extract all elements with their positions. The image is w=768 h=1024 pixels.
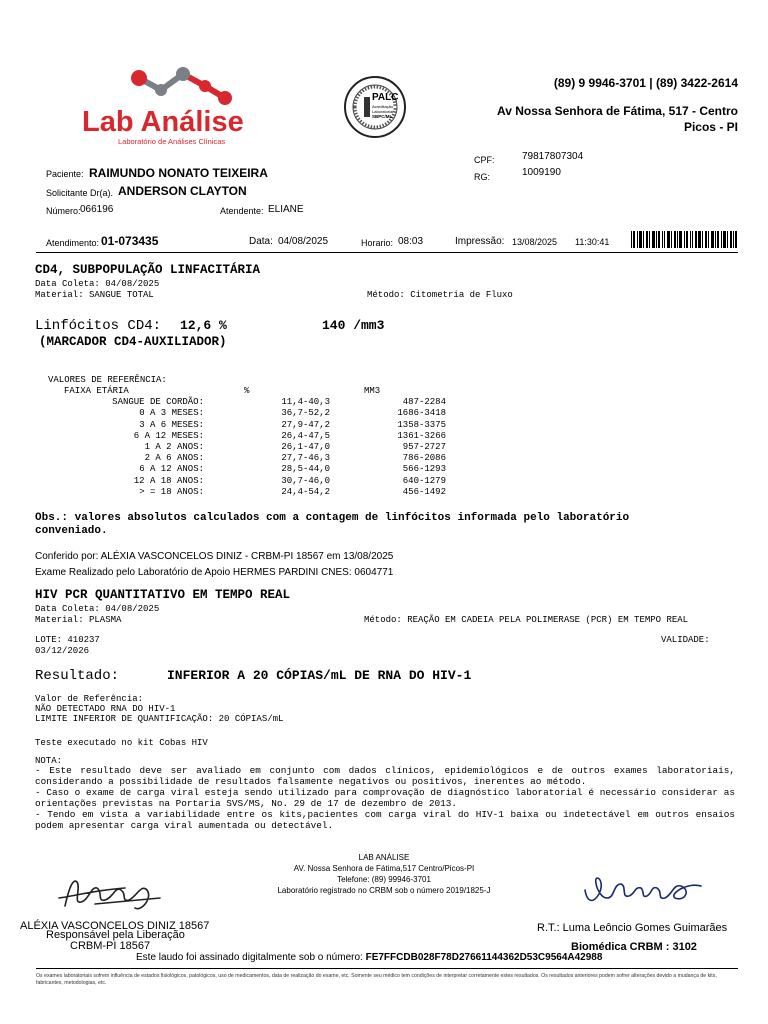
ref-mm3: 1686-3418 bbox=[397, 408, 446, 419]
ref-header-age: FAIXA ETÁRIA bbox=[64, 386, 129, 396]
exam2-lote: LOTE: 410237 bbox=[35, 635, 100, 645]
left-signer-role: Responsável pela Liberação bbox=[46, 929, 185, 941]
ref-percent: 36,7-52,2 bbox=[281, 408, 330, 419]
ref-age: 6 A 12 ANOS: bbox=[139, 464, 204, 475]
exam1-result-note: (MARCADOR CD4-AUXILIADOR) bbox=[39, 335, 227, 349]
exam2-title: HIV PCR QUANTITATIVO EM TEMPO REAL bbox=[35, 588, 291, 602]
signature-right bbox=[577, 868, 717, 912]
ref-mm3: 566-1293 bbox=[402, 464, 446, 475]
impressao-time: 11:30:41 bbox=[575, 237, 610, 247]
digital-label: Este laudo foi assinado digitalmente sob o número: bbox=[136, 952, 363, 963]
lab-logo bbox=[80, 62, 260, 144]
ref-mm3: 1361-3266 bbox=[397, 430, 446, 441]
note-item: - Este resultado deve ser avaliado em conjunto com dados clínicos, epidemiológicos e de outros exames laboratoriais, considerando a possibilidade de resultados falsamente negativos ou positivos, inerentes ao método. bbox=[35, 765, 735, 787]
seal-line-2: Laboratorial bbox=[372, 109, 394, 114]
note-item: - Caso o exame de carga viral esteja sendo utilizado para comprovação de diagnóstico laboratorial é necessário considerar as orientações previstas na Portaria SVS/MS, No. 29 de 17 de dezembro de 2013. bbox=[35, 786, 735, 809]
number-label: Número: bbox=[46, 206, 81, 216]
patient-label: Paciente: bbox=[46, 169, 84, 179]
exam2-validade: VALIDADE: bbox=[661, 635, 710, 645]
barcode-icon bbox=[631, 231, 737, 248]
rg-label: RG: bbox=[474, 172, 491, 182]
footer-lab-name: LAB ANÁLISE bbox=[358, 853, 410, 862]
seal-line-1: Acreditação bbox=[372, 104, 394, 109]
exam2-material: Material: PLASMA bbox=[35, 615, 122, 625]
ref-age: 3 A 6 MESES: bbox=[139, 419, 204, 430]
ref-mm3: 640-1279 bbox=[402, 475, 446, 486]
ref-header-percent: % bbox=[244, 386, 250, 396]
ref-header-mm3: MM3 bbox=[364, 386, 381, 396]
notes-block bbox=[35, 766, 735, 831]
horario-value: 08:03 bbox=[398, 236, 424, 247]
ref-mm3: 456-1492 bbox=[402, 486, 446, 497]
exam2-coleta: Data Coleta: 04/08/2025 bbox=[35, 604, 160, 614]
ref-age: 0 A 3 MESES: bbox=[139, 408, 204, 419]
exam2-kit: Teste executado no kit Cobas HIV bbox=[35, 738, 208, 748]
ref-mm3: 786-2086 bbox=[402, 453, 446, 464]
visit-divider bbox=[36, 252, 738, 253]
lab-phones: (89) 9 9946-3701 | (89) 3422-2614 bbox=[553, 76, 738, 90]
exam2-ref-3: LIMITE INFERIOR DE QUANTIFICAÇÃO: 20 CÓPIAS/mL bbox=[35, 714, 284, 724]
table-row bbox=[40, 453, 446, 464]
footer-divider bbox=[36, 968, 738, 969]
left-signer-crbm: CRBM-PI 18567 bbox=[70, 940, 151, 952]
exam2-method: Método: REAÇÃO EM CADEIA PELA POLIMERASE (PCR) EM TEMPO REAL bbox=[364, 615, 689, 625]
footer-registration: Laboratório registrado no CRBM sob o número 2019/1825-J bbox=[277, 886, 491, 895]
obs-line-1: Obs.: valores absolutos calculados com a contagem de linfócitos informada pelo laboratório bbox=[35, 512, 630, 524]
reference-table bbox=[40, 386, 446, 498]
exam2-validade-date: 03/12/2026 bbox=[35, 646, 90, 656]
exam1-result-abs: 140 /mm3 bbox=[322, 318, 385, 333]
table-row bbox=[40, 487, 446, 498]
exam2-result-value: INFERIOR A 20 CÓPIAS/mL DE RNA DO HIV-1 bbox=[167, 668, 472, 683]
ref-mm3: 1358-3375 bbox=[397, 419, 446, 430]
exam2-ref-2: NÃO DETECTADO RNA DO HIV-1 bbox=[35, 704, 176, 714]
digital-signature-line bbox=[136, 952, 602, 963]
exam1-title: CD4, SUBPOPULAÇÃO LINFACITÁRIA bbox=[35, 263, 261, 277]
table-row bbox=[40, 408, 446, 419]
number-value: 066196 bbox=[80, 204, 114, 215]
ref-age: 12 A 18 ANOS: bbox=[133, 475, 204, 486]
table-row bbox=[40, 476, 446, 487]
table-row bbox=[40, 397, 446, 408]
ref-percent: 30,7-46,0 bbox=[281, 475, 330, 486]
reference-title: VALORES DE REFERÊNCIA: bbox=[48, 375, 167, 385]
attendant-label: Atendente: bbox=[220, 206, 264, 216]
seal-brand: PALC bbox=[372, 92, 399, 103]
ref-age: 2 A 6 ANOS: bbox=[144, 453, 204, 464]
exam2-ref-1: Valor de Referência: bbox=[35, 694, 144, 704]
ref-mm3: 957-2727 bbox=[402, 442, 446, 453]
right-title: Biomédica CRBM : 3102 bbox=[571, 941, 697, 953]
note-title: NOTA: bbox=[35, 756, 63, 766]
lab-address-2: Picos - PI bbox=[683, 120, 738, 134]
ref-percent: 27,7-46,3 bbox=[281, 453, 330, 464]
data-value: 04/08/2025 bbox=[278, 236, 329, 247]
requester-name: ANDERSON CLAYTON bbox=[118, 184, 247, 198]
patient-name: RAIMUNDO NONATO TEIXEIRA bbox=[89, 166, 268, 180]
lab-address-1: Av Nossa Senhora de Fátima, 517 - Centro bbox=[497, 104, 738, 118]
digital-number: FE7FFCDB028F78D27661144362D53C9564A42988 bbox=[365, 952, 603, 963]
palc-seal bbox=[343, 75, 407, 139]
atendimento-value: 01-073435 bbox=[101, 234, 159, 248]
seal-line-3: SBPC/ML bbox=[372, 114, 393, 119]
ref-percent: 26,1-47,0 bbox=[281, 442, 330, 453]
lab-name: Lab Análise bbox=[82, 106, 244, 138]
ref-percent: 26,4-47,5 bbox=[281, 430, 330, 441]
left-signer-name: ALÉXIA VASCONCELOS DINIZ 18567 bbox=[20, 920, 210, 932]
exam1-method: Método: Citometria de Fluxo bbox=[367, 290, 513, 300]
footer-phone: Telefone: (89) 99946-3701 bbox=[337, 875, 431, 884]
cpf-label: CPF: bbox=[474, 155, 495, 165]
ref-percent: 11,4-40,3 bbox=[281, 397, 330, 408]
exam1-result-label: Linfócitos CD4: bbox=[35, 318, 162, 334]
impressao-label: Impressão: bbox=[455, 236, 505, 247]
exam1-coleta: Data Coleta: 04/08/2025 bbox=[35, 279, 160, 289]
note-item: - Tendo em vista a variabilidade entre os kits,pacientes com carga viral do HIV-1 baixa ou indetectável em outros ensaios podem apresentar carga viral aumentada ou detectável. bbox=[35, 808, 735, 831]
table-row bbox=[40, 464, 446, 475]
realizado-line: Exame Realizado pelo Laboratório de Apoio HERMES PARDINI CNES: 0604771 bbox=[35, 567, 394, 578]
data-label: Data: bbox=[249, 236, 273, 247]
conferido-line: Conferido por: ALÉXIA VASCONCELOS DINIZ - CRBM-PI 18567 em 13/08/2025 bbox=[35, 551, 394, 562]
atendimento-label: Atendimento: bbox=[46, 238, 100, 248]
ref-percent: 27,9-47,2 bbox=[281, 419, 330, 430]
requester-label: Solicitante Dr(a). bbox=[46, 188, 114, 198]
ref-percent: 24,4-54,2 bbox=[281, 486, 330, 497]
ref-age: > = 18 ANOS: bbox=[139, 486, 204, 497]
footer-address: AV. Nossa Senhora de Fátima,517 Centro/Picos-PI bbox=[293, 864, 475, 873]
right-rt: R.T.: Luma Leôncio Gomes Guimarães bbox=[537, 922, 728, 934]
horario-label: Horario: bbox=[361, 238, 394, 248]
exam2-result-label: Resultado: bbox=[35, 668, 120, 684]
ref-percent: 28,5-44,0 bbox=[281, 464, 330, 475]
ref-age: 1 A 2 ANOS: bbox=[144, 442, 204, 453]
table-row bbox=[40, 420, 446, 431]
obs-line-2: conveniado. bbox=[35, 525, 108, 537]
table-row bbox=[40, 431, 446, 442]
table-row bbox=[40, 442, 446, 453]
lab-tagline: Laboratório de Análises Clínicas bbox=[118, 137, 226, 146]
exam1-result-percent: 12,6 % bbox=[180, 318, 227, 333]
ref-age: SANGUE DE CORDÃO: bbox=[112, 397, 204, 408]
disclaimer: Os exames laboratoriais sofrem influência de estados fisiológicos, patológicos, uso de medicamentos, data de realização do exame, etc. Somente seu médico tem condições de interpretar corretamente estes resultados. Os resultados anteriores podem sofrer alterações devido a mudança de kits, fabricantes, metodologias, etc. bbox=[36, 973, 717, 987]
reference-header-row bbox=[40, 386, 446, 397]
attendant-value: ELIANE bbox=[268, 204, 304, 215]
rg-value: 1009190 bbox=[522, 167, 561, 178]
ref-mm3: 487-2284 bbox=[402, 397, 446, 408]
signature-left bbox=[55, 868, 165, 918]
exam1-material: Material: SANGUE TOTAL bbox=[35, 290, 154, 300]
molecule-logo-icon bbox=[125, 62, 235, 112]
impressao-date: 13/08/2025 bbox=[512, 237, 558, 247]
ref-age: 6 A 12 MESES: bbox=[133, 430, 204, 441]
cpf-value: 79817807304 bbox=[522, 151, 584, 162]
